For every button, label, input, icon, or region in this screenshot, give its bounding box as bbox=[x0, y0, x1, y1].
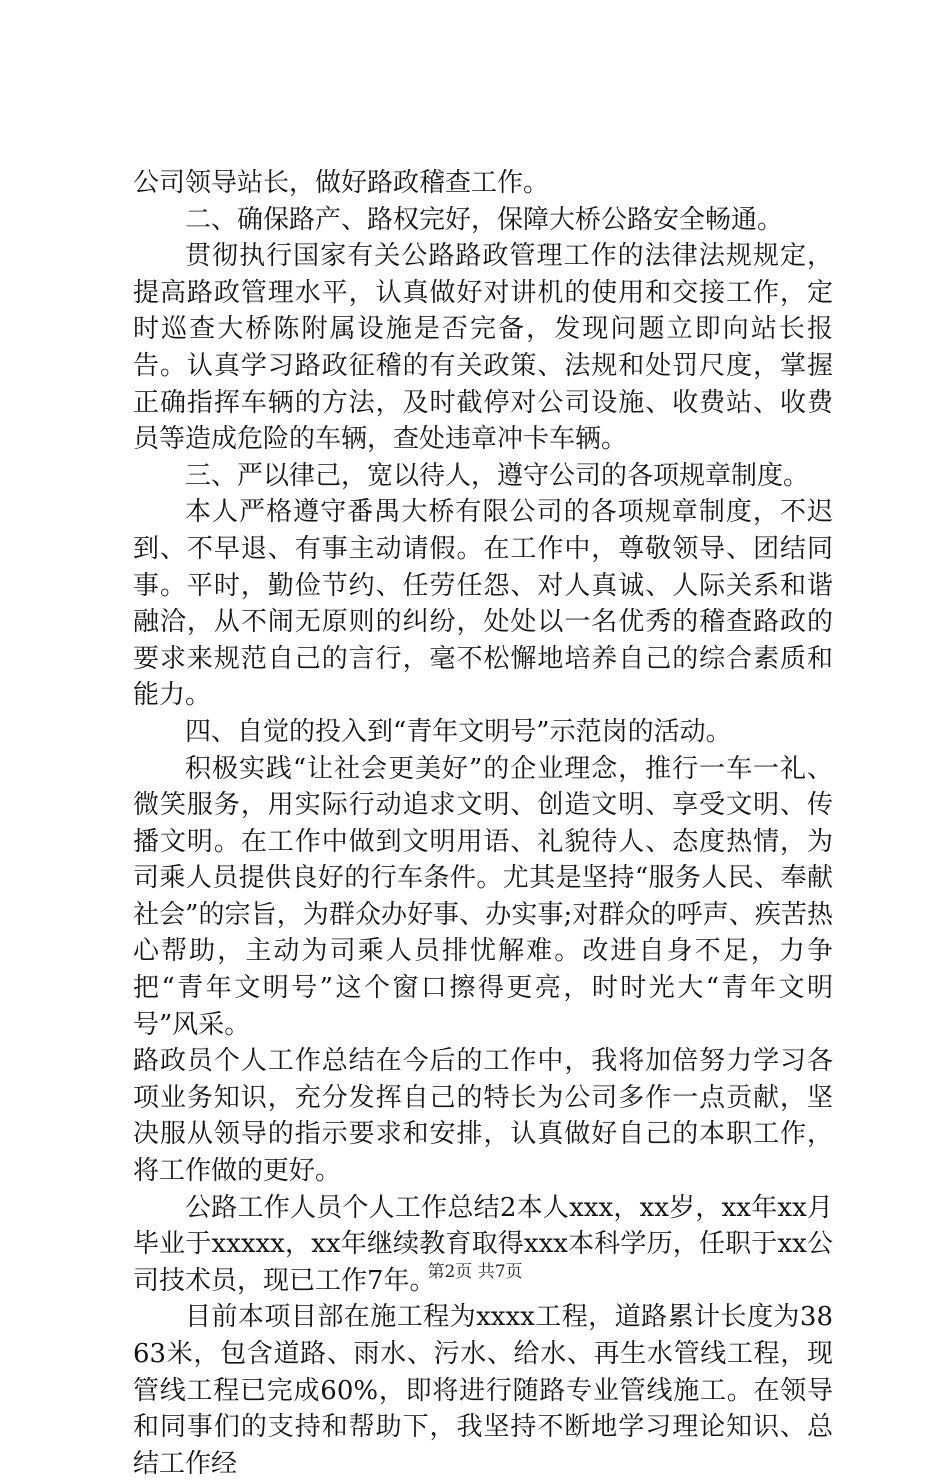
paragraph-8: 路政员个人工作总结在今后的工作中，我将加倍努力学习各项业务知识，充分发挥自己的特长为公司多作一点贡献，坚决服从领导的指示要求和安排，认真做好自己的本职工作，将工作做的更好。 bbox=[133, 1046, 833, 1187]
paragraph-1: 公司领导站长，做好路政稽查工作。 bbox=[133, 168, 550, 198]
paragraph-7: 积极实践“让社会更美好”的企业理念，推行一车一礼、微笑服务，用实际行动追求文明、创造文明、享受文明、传播文明。在工作中做到文明用语、礼貌待人、态度热情，为司乘人员提供良好的行车条件。尤其是坚持“服务人民、奉献社会”的宗旨，为群众办好事、办实事;对群众的呼声、疾苦热心帮助，主动为司乘人员排忧解难。改进自身不足，力争把“青年文明号”这个窗口擦得更亮，时时光大“青年文明号”风采。 bbox=[133, 753, 833, 1040]
paragraph-9: 公路工作人员个人工作总结2本人xxx，xx岁，xx年xx月毕业于xxxxx，xx年继续教育取得xxx本科学历，任职于xx公司技术员，现已工作7年。 bbox=[133, 1192, 833, 1296]
paragraph-10: 目前本项目部在施工程为xxxx工程，道路累计长度为3863米，包含道路、雨水、污水、给水、再生水管线工程，现管线工程已完成60%，即将进行随路专业管线施工。在领导和同事们的支持和帮助下，我坚持不断地学习理论知识、总结工作经 bbox=[133, 1302, 833, 1479]
paragraph-2-section-heading: 二、确保路产、路权完好，保障大桥公路安全畅通。 bbox=[185, 204, 784, 235]
paragraph-5: 本人严格遵守番禺大桥有限公司的各项规章制度，不迟到、不早退、有事主动请假。在工作中，尊敬领导、团结同事。平时，勤俭节约、任劳任怨、对人真诚、人际关系和谐融洽，从不闹无原则的纠纷，处处以一名优秀的稽查路政的要求来规范自己的言行，毫不松懈地培养自己的综合素质和能力。 bbox=[133, 497, 833, 711]
page-number-footer: 第2页 共7页 bbox=[427, 1262, 523, 1282]
document-body bbox=[133, 165, 833, 1482]
paragraph-6-section-heading: 四、自觉的投入到“青年文明号”示范岗的活动。 bbox=[185, 716, 732, 747]
paragraph-4-section-heading: 三、严以律己，宽以待人，遵守公司的各项规章制度。 bbox=[185, 460, 810, 491]
paragraph-3: 贯彻执行国家有关公路路政管理工作的法律法规规定，提高路政管理水平，认真做好对讲机的使用和交接工作，定时巡查大桥陈附属设施是否完备，发现问题立即向站长报告。认真学习路政征稽的有关政策、法规和处罚尺度，掌握正确指挥车辆的方法，及时截停对公司设施、收费站、收费员等造成危险的车辆，查处违章冲卡车辆。 bbox=[133, 241, 833, 455]
